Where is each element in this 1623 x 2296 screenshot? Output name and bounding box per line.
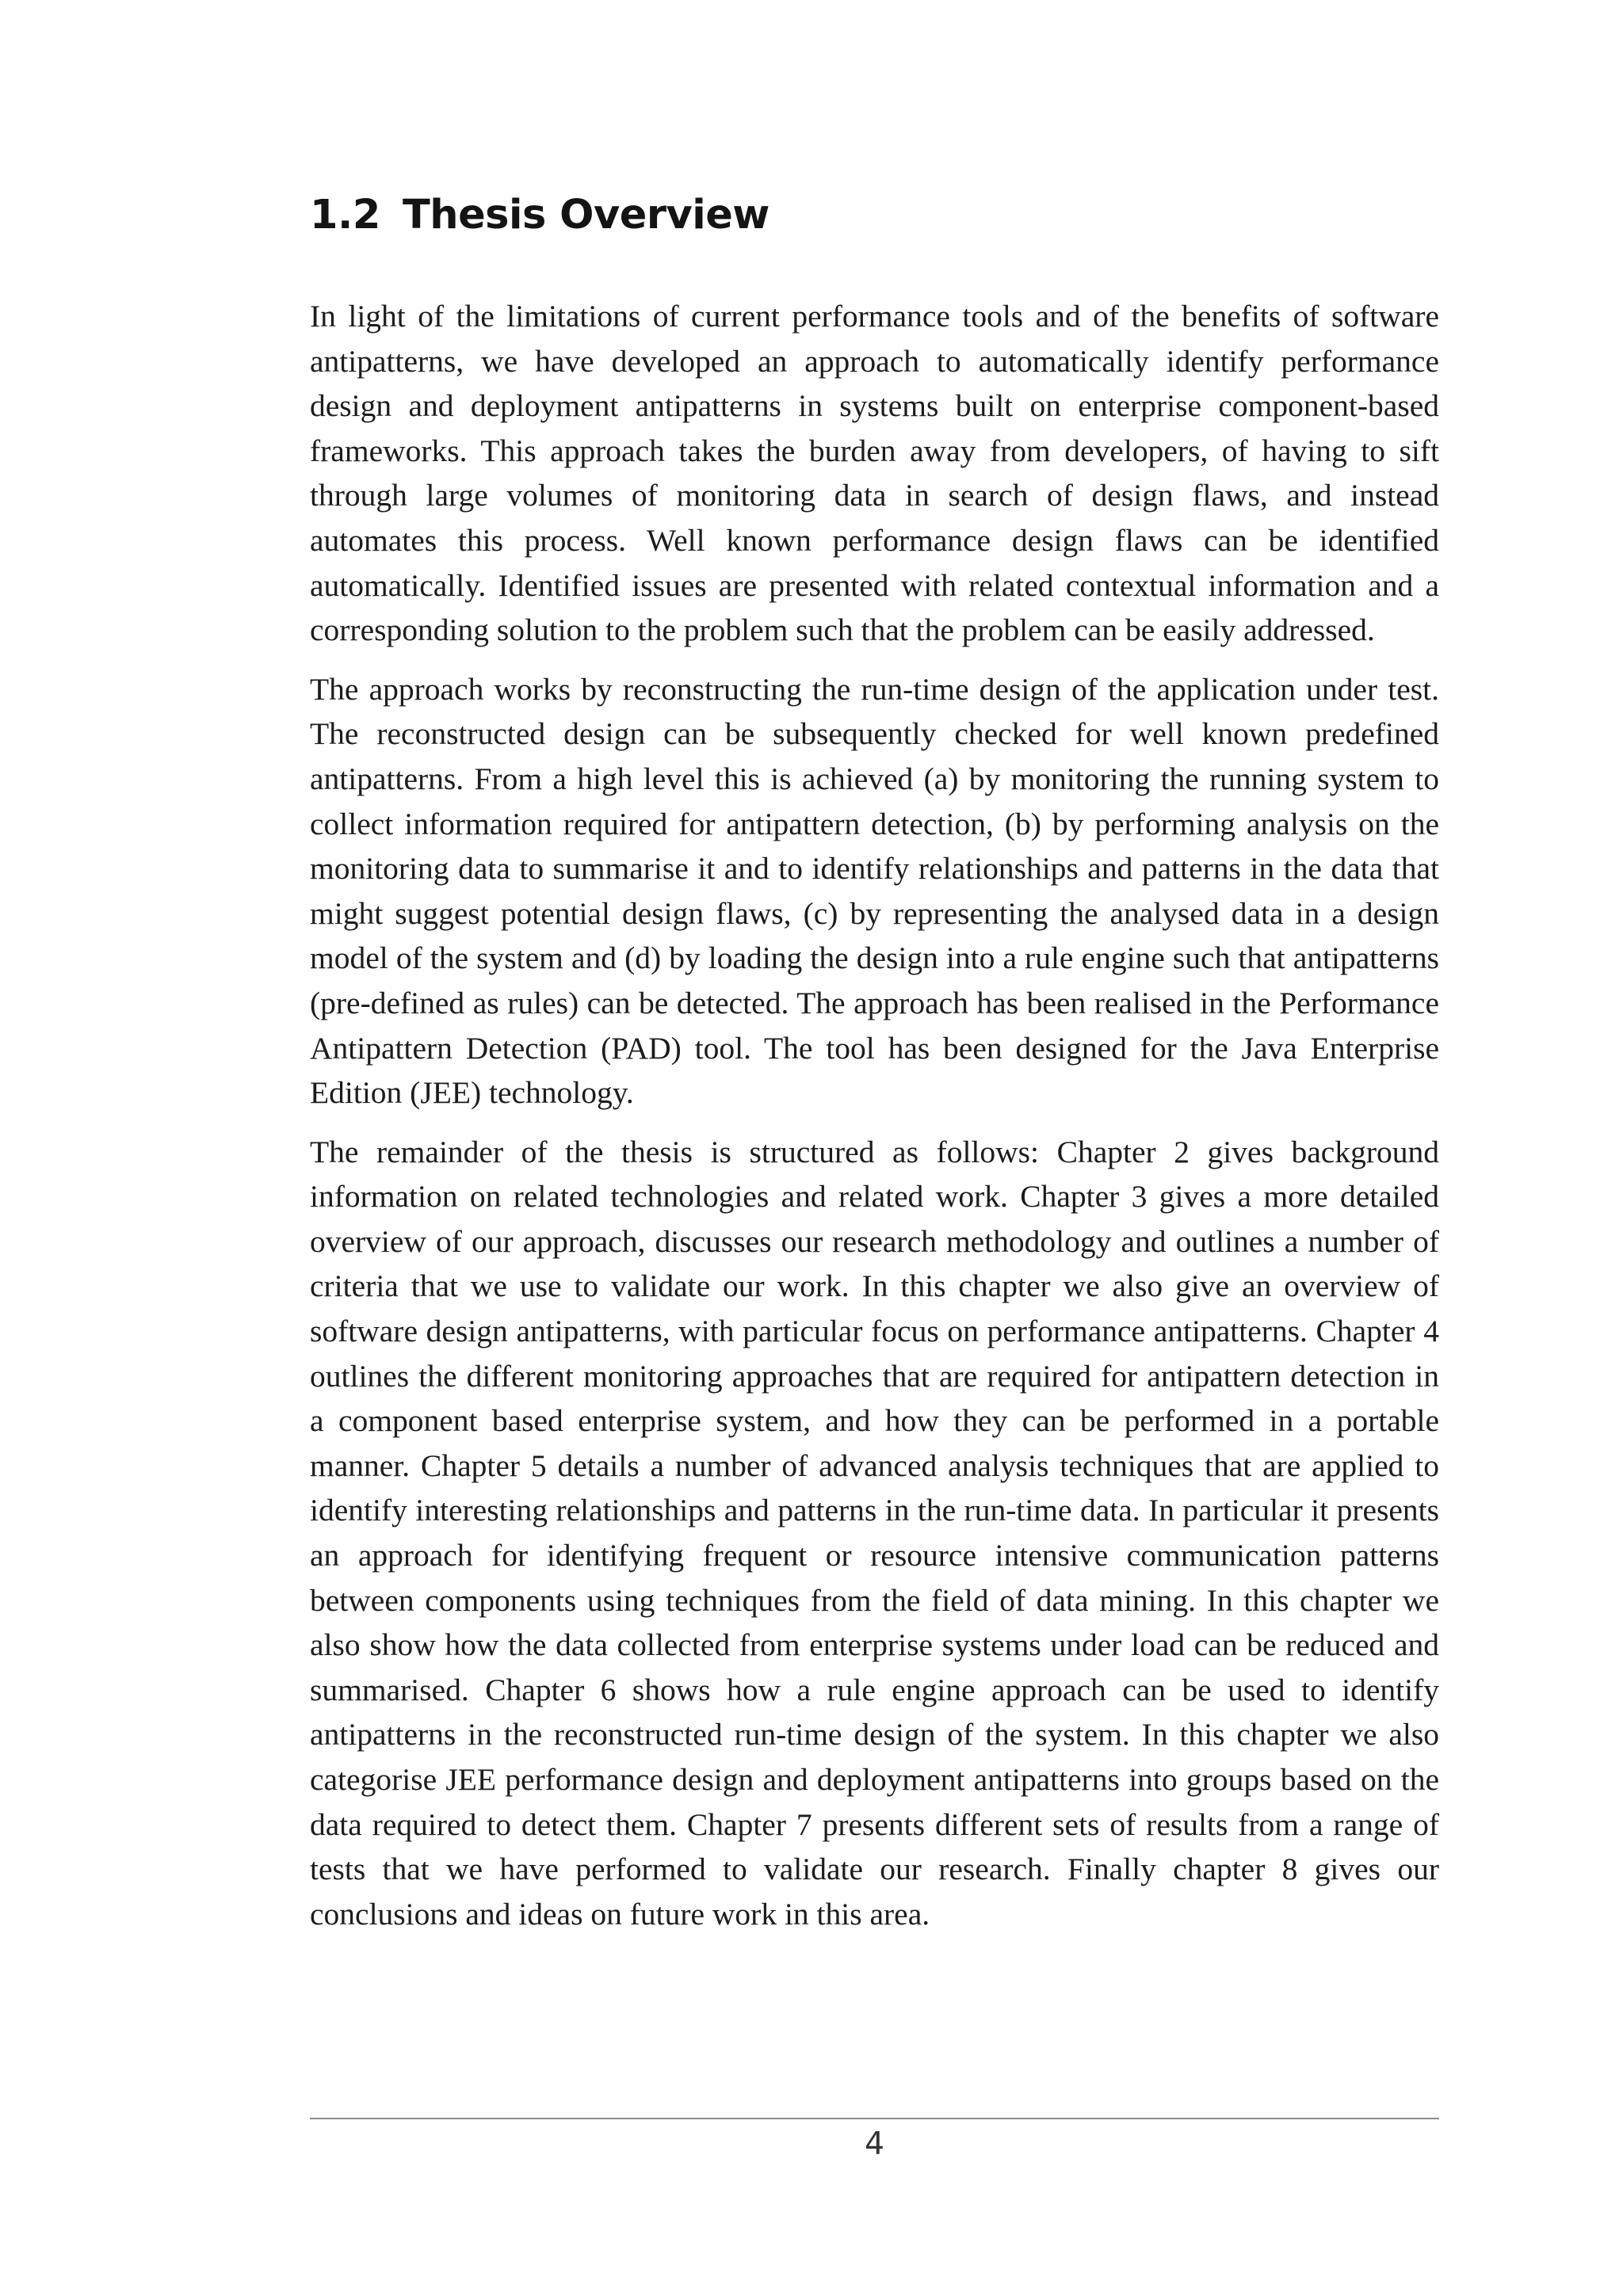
- section-title: Thesis Overview: [403, 192, 769, 238]
- paragraph-intro: In light of the limitations of current performance tools and of the benefits of software antipatterns, we have developed an approach to automatically identify performance design and deployment antipatterns in systems built on enterprise component-based frameworks. This approach takes the burden away from developers, of having to sift through large volumes of monitoring data in search of design flaws, and instead automates this process. Well known performance design flaws can be identified automatically. Identified issues are presented with related contextual information and a corresponding solution to the problem such that the problem can be easily addressed.: [310, 299, 1439, 648]
- section-body: [310, 294, 1439, 1951]
- page-number: 4: [865, 2126, 884, 2162]
- section-heading: [310, 190, 769, 241]
- paragraph-approach: The approach works by reconstructing the run-time design of the application under test. The reconstructed design can be subsequently checked for well known predefined antipatterns. From a high level this is achieved (a) by monitoring the running system to collect information required for antipattern detection, (b) by performing analysis on the monitoring data to summarise it and to identify relationships and patterns in the data that might suggest potential design flaws, (c) by representing the analysed data in a design model of the system and (d) by loading the design into a rule engine such that antipatterns (pre-defined as rules) can be detected. The approach has been realised in the Performance Antipattern Detection (PAD) tool. The tool has been designed for the Java Enterprise Edition (JEE) technology.: [310, 671, 1439, 1111]
- section-number: 1.2: [310, 192, 380, 238]
- paragraph-structure: The remainder of the thesis is structured as follows: Chapter 2 gives background information on related technologies and related work. Chapter 3 gives a more detailed overview of our approach, discusses our research methodology and outlines a number of criteria that we use to validate our work. In this chapter we also give an overview of software design antipatterns, with particular focus on performance antipatterns. Chapter 4 outlines the different monitoring approaches that are required for antipattern detection in a component based enterprise system, and how they can be performed in a portable manner. Chapter 5 details a number of advanced analysis techniques that are applied to identify interesting relationships and patterns in the run-time data. In particular it presents an approach for identifying frequent or resource intensive communication patterns between components using techniques from the field of data mining. In this chapter we also show how the data collected from enterprise systems under load can be reduced and summarised. Chapter 6 shows how a rule engine approach can be used to identify antipatterns in the reconstructed run-time design of the system. In this chapter we also categorise JEE performance design and deployment antipatterns into groups based on the data required to detect them. Chapter 7 presents different sets of results from a range of tests that we have performed to validate our research. Finally chapter 8 gives our conclusions and ideas on future work in this area.: [310, 1134, 1439, 1932]
- footer-divider: [310, 2118, 1439, 2119]
